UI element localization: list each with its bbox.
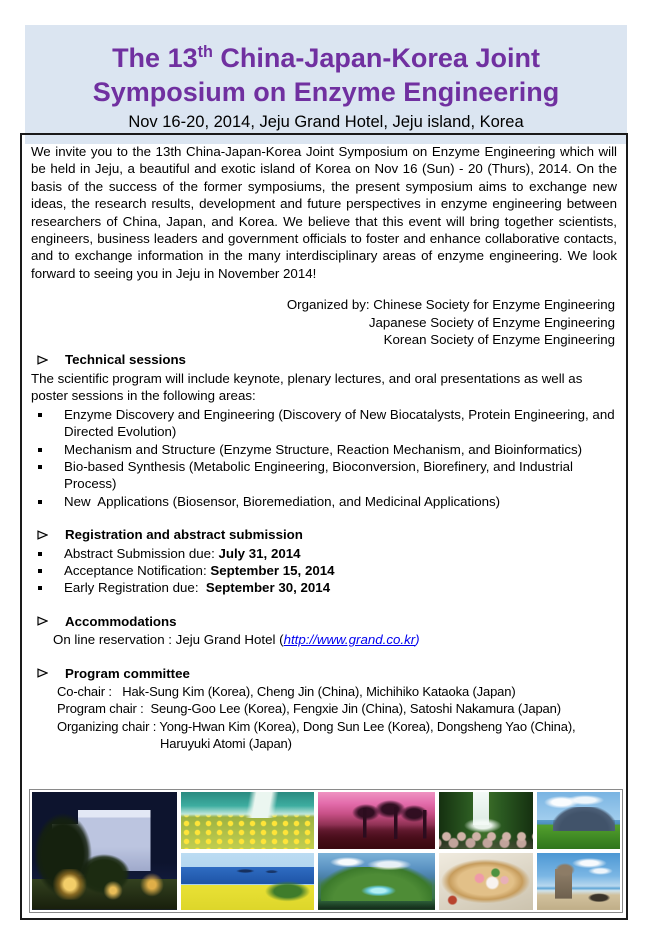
title-superscript: th bbox=[197, 43, 213, 61]
title-line2: Symposium on Enzyme Engineering bbox=[92, 77, 560, 107]
arrowhead-bullet-icon bbox=[37, 354, 50, 366]
list-item: Bio-based Synthesis (Metabolic Engineering, Bioconversion, Biorefinery, and Industrial Process) bbox=[38, 458, 617, 493]
square-bullet-icon bbox=[38, 448, 42, 452]
section-title: Accommodations bbox=[65, 613, 177, 629]
title-line1-rest: China-Japan-Korea Joint bbox=[212, 43, 540, 73]
intro-paragraph: We invite you to the 13th China-Japan-Korea Joint Symposium on Enzyme Engineering which will be held in Jeju, a beautiful and exotic island of Korea on Nov 16 (Sun) - 20 (Thurs), 2014. On the basis of the success of the former symposiums, the present symposium aims to exchange new ideas, the research results, development and future perspectives in enzyme engineering between researchers of China, Japan, and Korea. We believe that this event will bring together scientists, engineers, business leaders and government officials to foster and enhance collaborative contacts, and to exchange information in the many interdisciplinary areas of enzyme engineering. We look forward to seeing you in Jeju in November 2014! bbox=[31, 144, 617, 281]
section-heading-accommodations bbox=[31, 613, 617, 630]
square-bullet-icon bbox=[38, 586, 42, 590]
section-title: Registration and abstract submission bbox=[65, 527, 303, 543]
section-title: Technical sessions bbox=[65, 352, 186, 368]
deadline-label: Acceptance Notification: bbox=[64, 562, 211, 578]
photo-seongsan-ilchulbong bbox=[537, 792, 620, 849]
committee-row-program-chair: Program chair : Seung-Goo Lee (Korea), Fengxie Jin (China), Satoshi Nakamura (Japan) bbox=[57, 701, 561, 717]
event-date-location: Nov 16-20, 2014, Jeju Grand Hotel, Jeju island, Korea bbox=[128, 113, 524, 131]
technical-sessions-intro: The scientific program will include keynote, plenary lectures, and oral presentations as well as poster sessions in the following areas: bbox=[31, 370, 583, 404]
committee-row-organizing-chair: Organizing chair : Yong-Hwan Kim (Korea), Dong Sun Lee (Korea), Dongsheng Yao (China), bbox=[57, 718, 576, 734]
photo-canola-field-sea bbox=[181, 853, 314, 910]
deadline-label: Early Registration due: bbox=[64, 580, 206, 596]
list-item: New Applications (Biosensor, Bioremediation, and Medicinal Applications) bbox=[38, 493, 617, 510]
registration-deadlines-list bbox=[31, 545, 617, 597]
committee-row-cochair: Co-chair : Hak-Sung Kim (Korea), Cheng Jin (China), Michihiko Kataoka (Japan) bbox=[57, 683, 516, 699]
square-bullet-icon bbox=[38, 465, 42, 469]
deadline-label: Abstract Submission due: bbox=[64, 545, 219, 561]
square-bullet-icon bbox=[38, 569, 42, 573]
photo-palm-trees-sunset bbox=[318, 792, 435, 849]
collage-column bbox=[439, 792, 533, 910]
section-heading-program-committee bbox=[31, 665, 617, 682]
organizer-line: Japanese Society of Enzyme Engineering bbox=[368, 314, 615, 330]
header-banner bbox=[25, 25, 627, 144]
section-title: Program committee bbox=[65, 665, 190, 681]
closing-paren: ) bbox=[415, 632, 420, 648]
photo-jeju-grand-hotel-night bbox=[32, 792, 177, 910]
list-item bbox=[38, 579, 617, 596]
reservation-line bbox=[31, 631, 617, 648]
content-box bbox=[20, 133, 628, 920]
list-item bbox=[38, 562, 617, 579]
collage-column bbox=[181, 792, 314, 910]
square-bullet-icon bbox=[38, 500, 42, 504]
arrowhead-bullet-icon bbox=[37, 667, 50, 679]
square-bullet-icon bbox=[38, 552, 42, 556]
page-title bbox=[25, 35, 627, 109]
square-bullet-icon bbox=[38, 413, 42, 417]
organized-by-block bbox=[31, 296, 617, 348]
photo-dol-hareubang-statue bbox=[537, 853, 620, 910]
list-item: Mechanism and Structure (Enzyme Structure, Reaction Mechanism, and Bioinformatics) bbox=[38, 441, 617, 458]
committee-row-continuation: Haruyuki Atomi (Japan) bbox=[160, 736, 292, 752]
arrowhead-bullet-icon bbox=[37, 529, 50, 541]
reservation-text: On line reservation : Jeju Grand Hotel ( bbox=[53, 632, 284, 648]
technical-topics-list bbox=[31, 406, 617, 510]
photo-hallasan-crater-lake bbox=[318, 853, 435, 910]
deadline-date: July 31, 2014 bbox=[218, 545, 301, 561]
photo-seafood-platter bbox=[439, 853, 533, 910]
collage-column bbox=[318, 792, 435, 910]
photo-collage bbox=[29, 789, 623, 913]
photo-coastal-yellow-flowers bbox=[181, 792, 314, 849]
organizer-line: Korean Society of Enzyme Engineering bbox=[383, 332, 615, 348]
arrowhead-bullet-icon bbox=[37, 615, 50, 627]
hotel-reservation-link[interactable]: http://www.grand.co.kr bbox=[283, 632, 416, 648]
list-item bbox=[38, 545, 617, 562]
organizer-line: Organized by: Chinese Society for Enzyme Engineering bbox=[286, 297, 615, 313]
photo-waterfall bbox=[439, 792, 533, 849]
section-heading-technical-sessions bbox=[31, 351, 617, 368]
list-item: Enzyme Discovery and Engineering (Discovery of New Biocatalysts, Protein Engineering, and Directed Evolution) bbox=[38, 406, 617, 441]
deadline-date: September 30, 2014 bbox=[205, 580, 331, 596]
title-line1-prefix: The 13 bbox=[112, 43, 198, 73]
collage-column bbox=[537, 792, 620, 910]
section-heading-registration bbox=[31, 526, 617, 543]
deadline-date: September 15, 2014 bbox=[210, 562, 335, 578]
committee-block bbox=[31, 683, 617, 753]
